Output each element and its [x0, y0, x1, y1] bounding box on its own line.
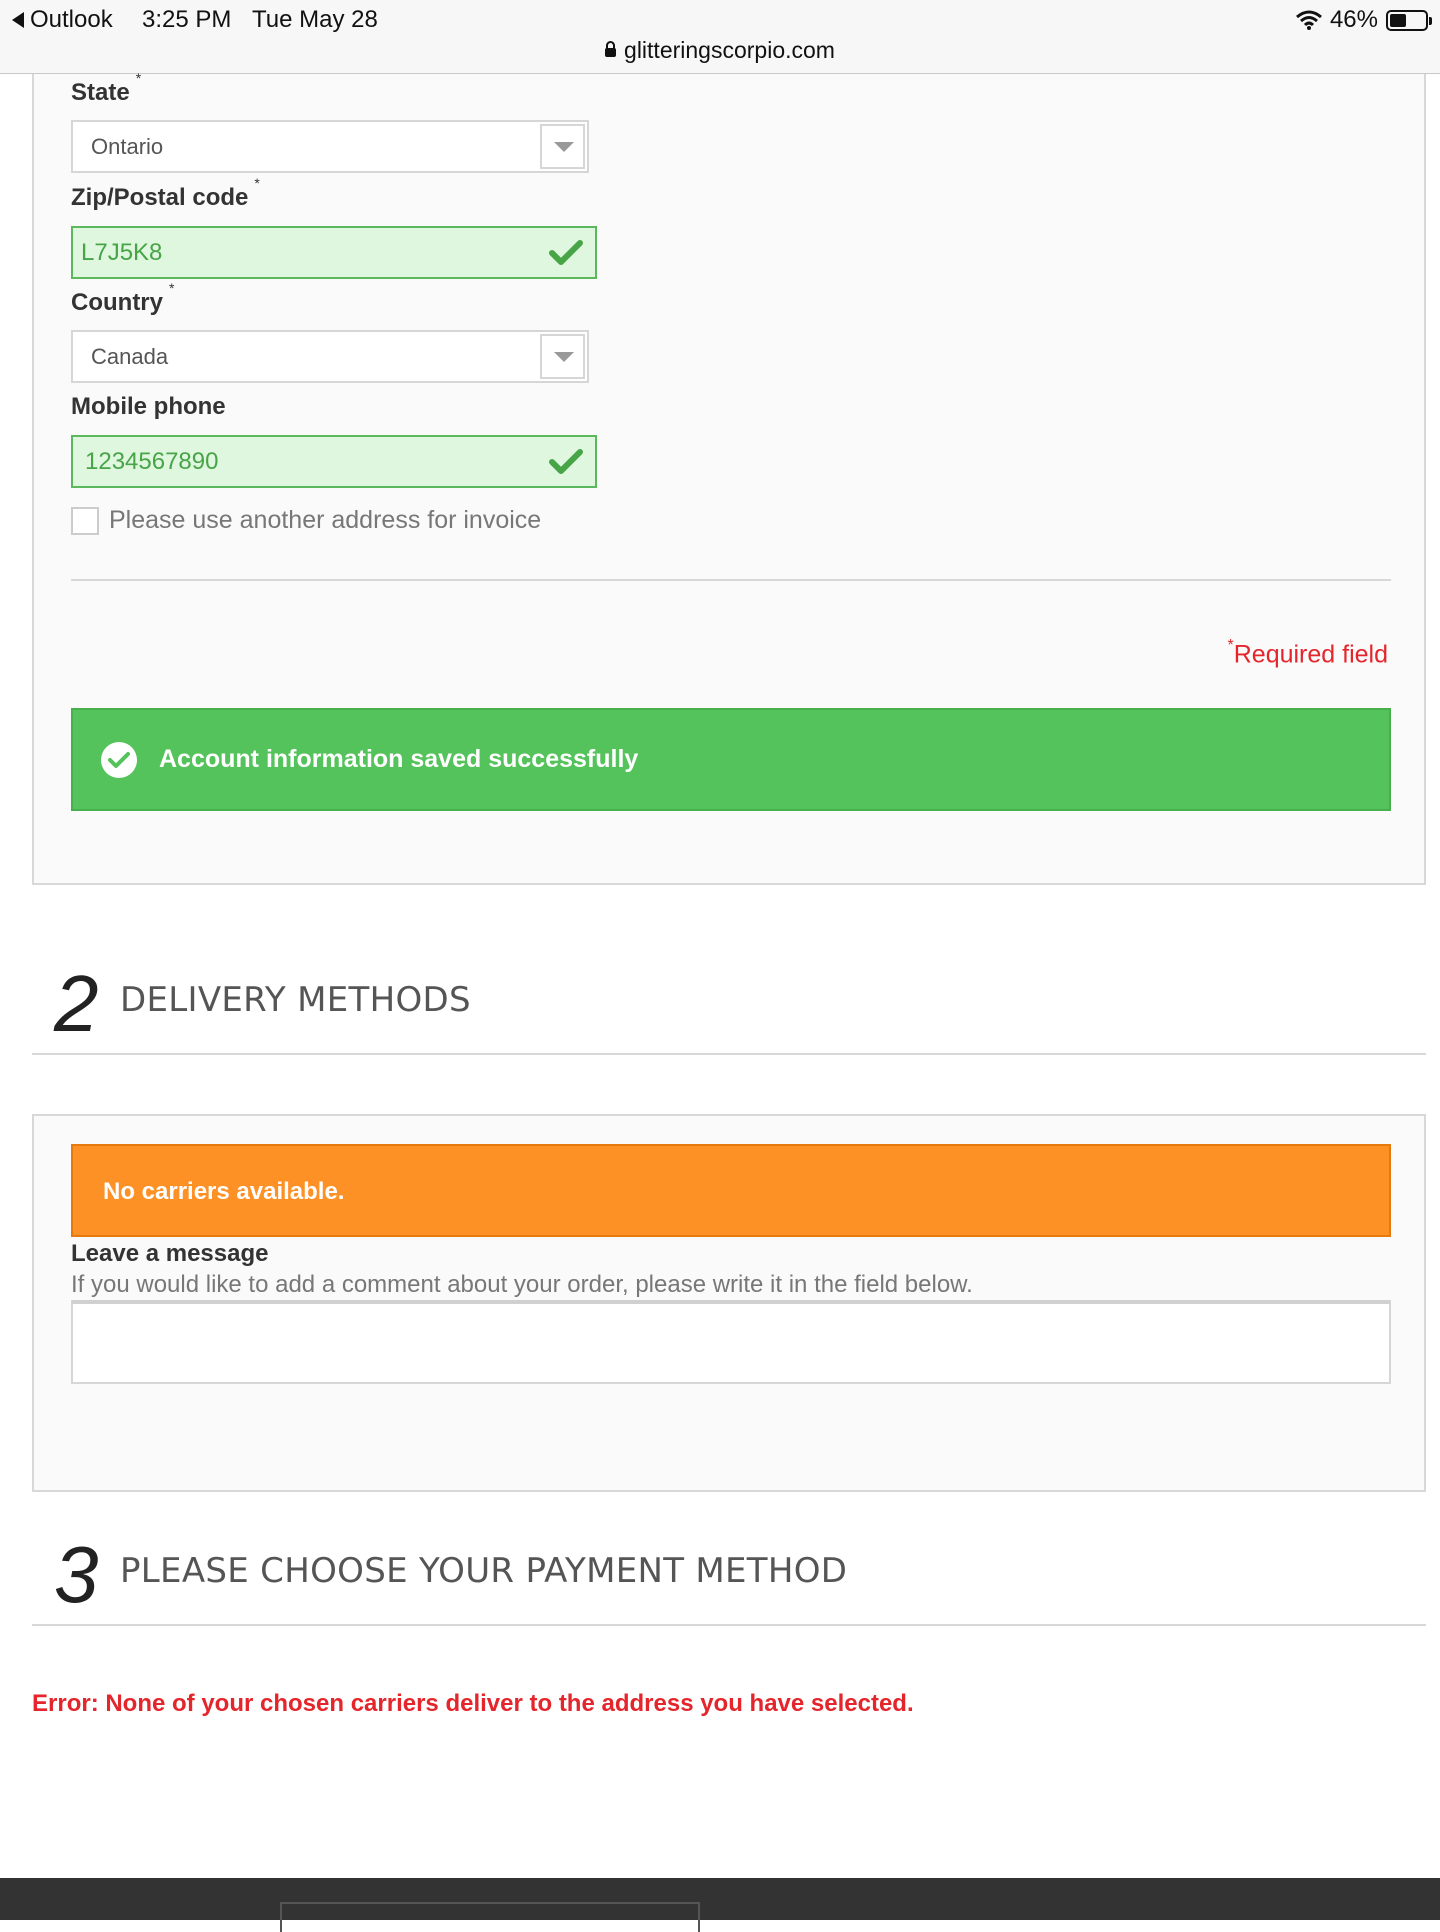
- delivery-section-title: DELIVERY METHODS: [120, 980, 471, 1020]
- mobile-label: Mobile phone: [71, 393, 226, 420]
- section-divider: [32, 1053, 1426, 1055]
- no-carriers-alert: [71, 1144, 1391, 1237]
- address-panel: [32, 70, 1426, 885]
- back-app-label: Outlook: [30, 6, 113, 33]
- payment-section-title: PLEASE CHOOSE YOUR PAYMENT METHOD: [120, 1551, 848, 1591]
- carrier-error-message: Error: None of your chosen carriers deliver to the address you have selected.: [32, 1690, 914, 1717]
- back-to-app-link[interactable]: [12, 6, 113, 34]
- delivery-step-number: 2: [54, 959, 99, 1048]
- country-value: Canada: [91, 344, 169, 369]
- mobile-value: 1234567890: [85, 448, 219, 475]
- check-icon: [549, 449, 583, 475]
- dropdown-arrow-icon[interactable]: [540, 124, 585, 169]
- check-icon: [549, 240, 583, 266]
- status-indicators: [1296, 6, 1428, 34]
- url-text: glitteringscorpio.com: [624, 37, 835, 63]
- check-circle-icon: [101, 742, 137, 778]
- mobile-input[interactable]: [71, 435, 597, 488]
- battery-icon: [1386, 10, 1428, 31]
- status-bar: [0, 0, 1440, 74]
- battery-fill: [1390, 14, 1406, 27]
- payment-step-number: 3: [54, 1530, 99, 1619]
- message-label: Leave a message: [71, 1240, 269, 1267]
- order-message-textarea[interactable]: [71, 1300, 1391, 1384]
- state-value: Ontario: [91, 134, 164, 159]
- section-divider: [32, 1624, 1426, 1626]
- state-label: State*: [71, 70, 142, 106]
- divider: [71, 579, 1391, 581]
- back-triangle-icon: [12, 12, 24, 28]
- lock-icon: [605, 48, 616, 57]
- message-help-text: If you would like to add a comment about your order, please write it in the field below.: [71, 1271, 973, 1298]
- invoice-checkbox-label: Please use another address for invoice: [109, 506, 542, 534]
- success-alert: [71, 708, 1391, 811]
- zip-value: L7J5K8: [81, 239, 163, 266]
- zip-input[interactable]: [71, 226, 597, 279]
- status-time: 3:25 PM: [142, 6, 232, 33]
- zip-label: Zip/Postal code*: [71, 175, 260, 211]
- country-label: Country*: [71, 280, 175, 316]
- battery-percent: 46%: [1329, 6, 1378, 33]
- page-footer: [0, 1878, 1440, 1920]
- address-bar[interactable]: [0, 37, 1440, 64]
- country-select[interactable]: [71, 330, 589, 383]
- success-message: Account information saved successfully: [159, 745, 639, 773]
- wifi-icon: [1296, 10, 1322, 30]
- dropdown-arrow-icon[interactable]: [540, 334, 585, 379]
- status-date: Tue May 28: [252, 6, 378, 33]
- state-select[interactable]: [71, 120, 589, 173]
- invoice-checkbox[interactable]: [71, 507, 99, 535]
- required-field-note: *Required field: [1227, 637, 1388, 669]
- footer-block: [280, 1902, 700, 1932]
- invoice-address-option[interactable]: [71, 506, 541, 535]
- warning-message: No carriers available.: [103, 1178, 345, 1205]
- delivery-panel: [32, 1114, 1426, 1492]
